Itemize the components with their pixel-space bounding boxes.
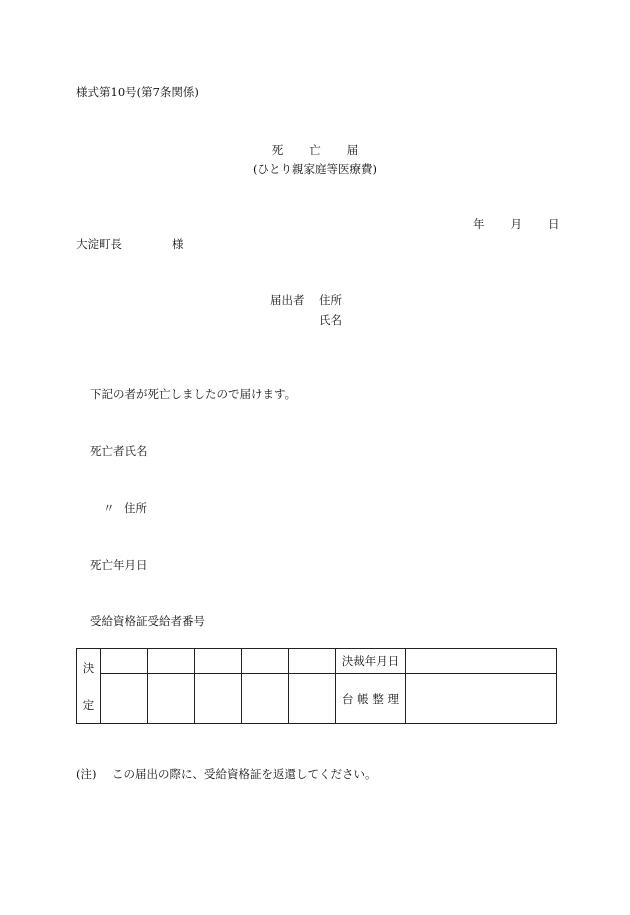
stamp-cell-4-top[interactable] xyxy=(242,649,289,674)
notifier-label: 届出者 xyxy=(270,293,305,307)
title-char-3: 届 xyxy=(346,143,359,157)
death-date-label: 死亡年月日 xyxy=(90,558,148,572)
stamp-cell-5-bottom[interactable] xyxy=(289,674,336,724)
stamp-cell-3-top[interactable] xyxy=(195,649,242,674)
decision-label-cell xyxy=(77,649,101,724)
decision-char-1: 決 xyxy=(82,660,95,675)
stamp-cell-4-bottom[interactable] xyxy=(242,674,289,724)
stamp-cell-3-bottom[interactable] xyxy=(195,674,242,724)
ledger-value[interactable] xyxy=(406,674,557,724)
decision-table xyxy=(76,648,557,724)
stamp-cell-5-top[interactable] xyxy=(289,649,336,674)
title-char-2: 亡 xyxy=(309,143,321,157)
deceased-address-label: 住所 xyxy=(124,501,147,515)
notifier-address-label: 住所 xyxy=(319,293,342,307)
stamp-cell-1-top[interactable] xyxy=(101,649,148,674)
addressee-name: 大淀町長 xyxy=(76,237,122,251)
stamp-cell-1-bottom[interactable] xyxy=(101,674,148,724)
stamp-cell-2-top[interactable] xyxy=(148,649,195,674)
form-number: 様式第10号(第7条関係) xyxy=(76,85,199,99)
stamp-cell-2-bottom[interactable] xyxy=(148,674,195,724)
date-day-label: 日 xyxy=(548,217,560,231)
statement-text: 下記の者が死亡しましたので届けます。 xyxy=(90,387,297,401)
approval-date-label: 決裁年月日 xyxy=(336,649,406,674)
ditto-mark: 〃 xyxy=(103,501,115,515)
date-line xyxy=(473,216,560,232)
notifier-name-label: 氏名 xyxy=(319,313,342,327)
date-month-label: 月 xyxy=(510,217,522,231)
addressee-honorific: 様 xyxy=(172,237,184,251)
note-text: この届出の際に、受給資格証を返還してください。 xyxy=(112,767,377,781)
form-subtitle: (ひとり親家庭等医療費) xyxy=(253,162,377,176)
title-char-1: 死 xyxy=(271,143,284,157)
form-title xyxy=(0,142,630,158)
decision-char-2: 定 xyxy=(82,697,95,712)
note-label: (注) xyxy=(76,767,97,781)
deceased-name-label: 死亡者氏名 xyxy=(90,444,148,458)
recipient-number-label: 受給資格証受給者番号 xyxy=(90,614,205,628)
ledger-label: 台 帳 整 理 xyxy=(336,674,406,724)
date-year-label: 年 xyxy=(473,217,485,231)
approval-date-value[interactable] xyxy=(406,649,557,674)
